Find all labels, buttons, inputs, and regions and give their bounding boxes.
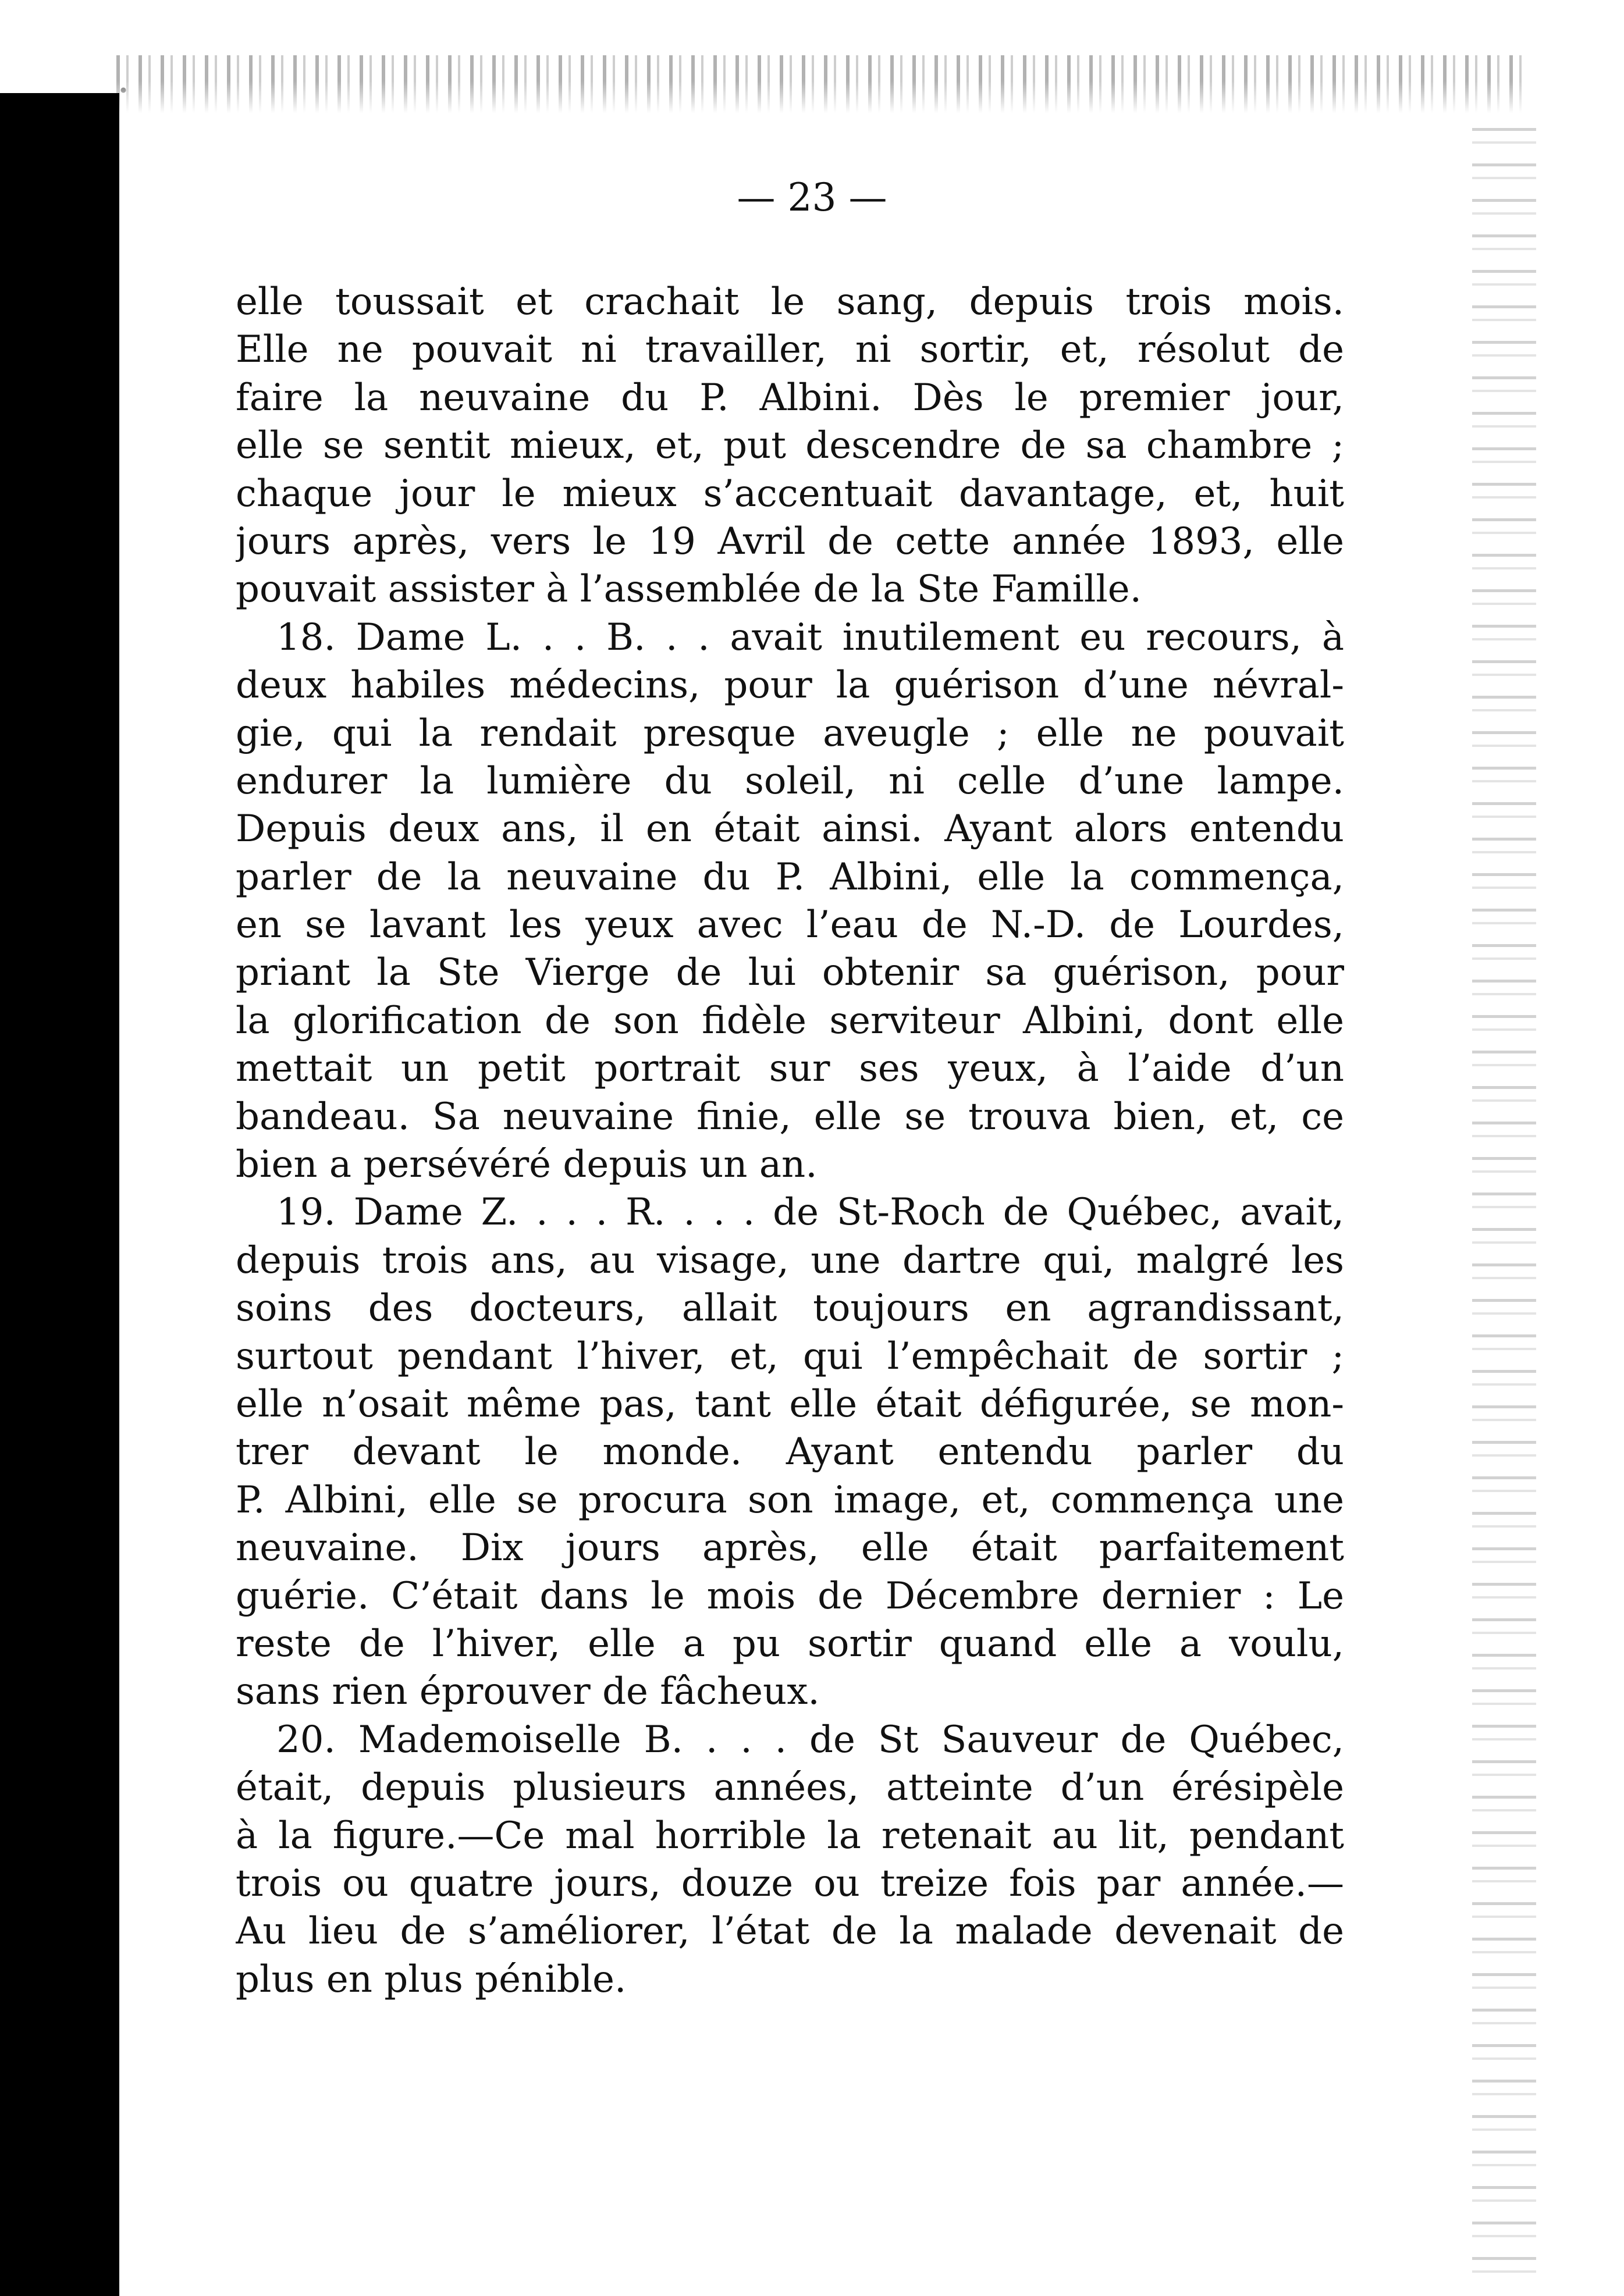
text-line: pouvait assister à l’assemblée de la Ste Famille. [236,568,1142,611]
text-line: neuvaine. Dix jours après, elle était parfaitement [236,1526,1344,1570]
text-line: était, depuis plusieurs années, atteinte d’un érésipèle [236,1766,1344,1810]
text-line: P. Albini, elle se procura son image, et, commença une [236,1478,1344,1522]
text-line: chaque jour le mieux s’accentuait davantage, et, huit [236,472,1344,515]
text-line: Elle ne pouvait ni travailler, ni sortir, et, résolut de [236,328,1344,372]
text-line: parler de la neuvaine du P. Albini, elle la commença, [236,855,1344,899]
text-line: Depuis deux ans, il en était ainsi. Ayant alors entendu [236,807,1344,851]
text-line: 19. Dame Z. . . . R. . . . de St-Roch de Québec, avait, [276,1191,1344,1234]
text-line: bien a persévéré depuis un an. [236,1143,818,1187]
text-line: priant la Ste Vierge de lui obtenir sa guérison, pour [236,951,1344,995]
binding-shadow [0,93,119,2296]
text-line: gie, qui la rendait presque aveugle ; elle ne pouvait [236,711,1344,755]
text-line: en se lavant les yeux avec l’eau de N.-D. de Lourdes, [236,903,1344,947]
text-line: faire la neuvaine du P. Albini. Dès le premier jour, [236,376,1344,419]
text-line: soins des docteurs, allait toujours en agrandissant, [236,1287,1344,1330]
text-line: depuis trois ans, au visage, une dartre qui, malgré les [236,1238,1344,1282]
text-line: Au lieu de s’améliorer, l’état de la malade devenait de [236,1910,1344,1953]
text-line: plus en plus pénible. [236,1957,627,2001]
text-line: bandeau. Sa neuvaine finie, elle se trouva bien, et, ce [236,1095,1344,1138]
page-number: — 23 — [737,175,887,220]
text-line: trois ou quatre jours, douze ou treize fois par année.— [236,1861,1344,1905]
text-line: la glorification de son fidèle serviteur Albini, dont elle [236,999,1344,1042]
text-line: à la figure.—Ce mal horrible la retenait au lit, pendant [236,1814,1344,1857]
text-line: sans rien éprouver de fâcheux. [236,1670,820,1714]
text-line: elle toussait et crachait le sang, depuis trois mois. [236,280,1344,323]
text-line: reste de l’hiver, elle a pu sortir quand elle a voulu, [236,1622,1344,1665]
text-line: jours après, vers le 19 Avril de cette année 1893, elle [236,519,1344,563]
text-line: elle se sentit mieux, et, put descendre de sa chambre ; [236,424,1344,468]
text-line: guérie. C’était dans le mois de Décembre dernier : Le [236,1574,1344,1618]
text-line: elle n’osait même pas, tant elle était défigurée, se mon- [236,1382,1344,1426]
text-line: deux habiles médecins, pour la guérison d’une névral- [236,664,1344,707]
top-scan-edge [116,55,1525,113]
text-line: trer devant le monde. Ayant entendu parler du [236,1430,1344,1474]
text-line: 20. Mademoiselle B. . . . de St Sauveur de Québec, [276,1718,1344,1761]
text-line: 18. Dame L. . . B. . . avait inutilement eu recours, à [276,615,1344,659]
body-text [236,278,1344,2003]
text-line: surtout pendant l’hiver, et, qui l’empêchait de sortir ; [236,1334,1344,1378]
right-scan-edge [1472,128,1536,2292]
text-line: endurer la lumière du soleil, ni celle d’une lampe. [236,759,1344,803]
text-line: mettait un petit portrait sur ses yeux, à l’aide d’un [236,1047,1344,1091]
